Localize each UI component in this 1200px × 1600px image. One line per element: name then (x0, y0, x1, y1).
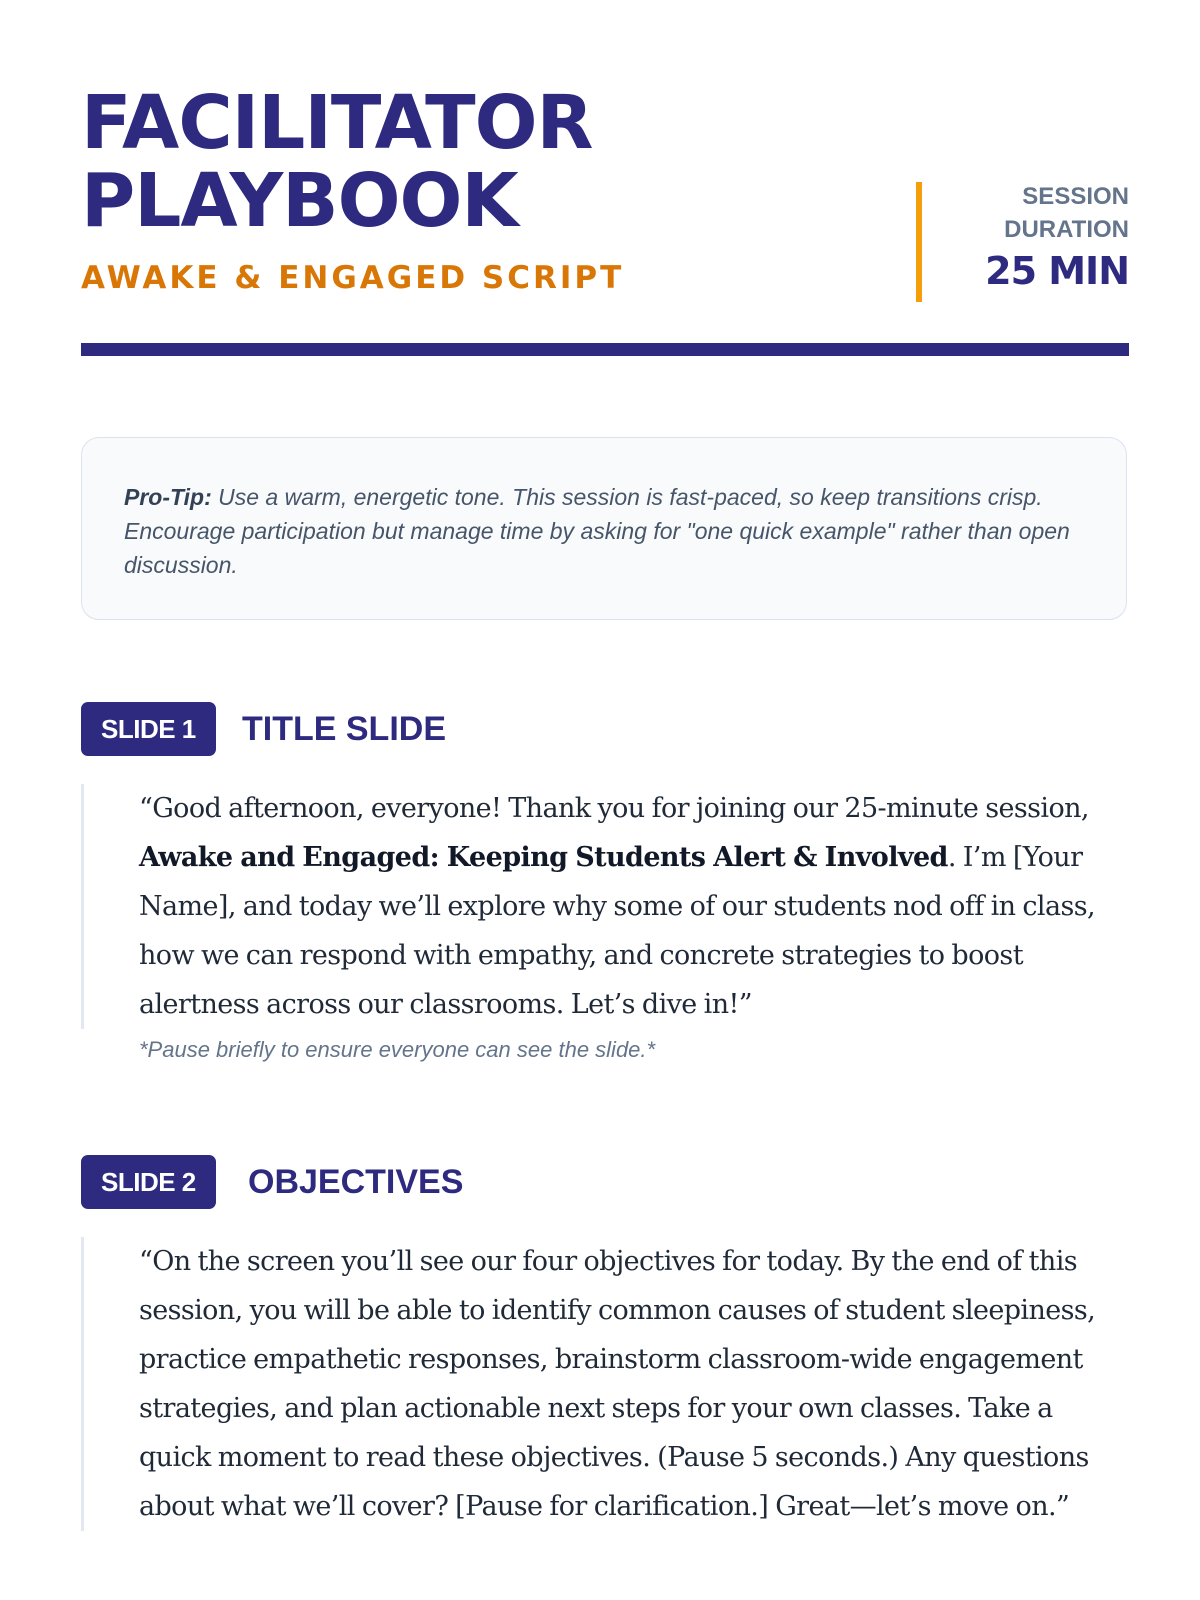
slide-badge: SLIDE 1 (81, 702, 216, 756)
slide-section-2 (81, 1155, 1129, 1531)
script-block-2 (81, 1237, 1129, 1531)
page-title (81, 80, 593, 244)
script-text-start: “Good afternoon, everyone! Thank you for joining our 25-minute session, (139, 793, 1089, 824)
session-duration (949, 180, 1129, 296)
duration-label-line-2: DURATION (1004, 216, 1129, 243)
script-block-1 (81, 784, 1129, 1029)
pro-tip-callout (81, 437, 1127, 620)
duration-label-line-1: SESSION (1022, 183, 1129, 210)
slide-header-2 (81, 1155, 1129, 1209)
slide-title: TITLE SLIDE (242, 710, 446, 748)
stage-direction-note: *Pause briefly to ensure everyone can see the slide.* (139, 1037, 656, 1062)
pro-tip-text (124, 480, 1086, 582)
playbook-page (81, 0, 1129, 1600)
page-title-line-1: FACILITATOR (81, 80, 593, 166)
pro-tip-label: Pro-Tip: (124, 484, 212, 510)
slide-script: “On the screen you’ll see our four objectives for today. By the end of this session, you will be able to identify common causes of student sleepiness, practice empathetic responses, brainstorm classroom-wide engagement strategies, and plan actionable next steps for your own classes. Take a quick moment to read these objectives. (Pause 5 seconds.) Any questions about what we’ll cover? [Pause for clarification.] Great—let’s move on.” (139, 1246, 1096, 1522)
header-divider (81, 343, 1129, 356)
duration-divider (916, 182, 922, 302)
session-title-emphasis: Awake and Engaged: Keeping Students Alert & Involved (139, 842, 948, 873)
script-text-end: . I’m [Your Name], and today we’ll explore why some of our students nod off in class, how we can respond with empathy, and concrete strategies to boost alertness across our classrooms. Let’s dive in!” (139, 842, 1095, 1020)
slide-badge: SLIDE 2 (81, 1155, 216, 1209)
page-title-line-2: PLAYBOOK (81, 158, 518, 244)
slide-header-1 (81, 702, 1129, 756)
page-subtitle: AWAKE & ENGAGED SCRIPT (81, 260, 625, 296)
pro-tip-body: Use a warm, energetic tone. This session is fast-paced, so keep transitions crisp. Encourage participation but manage time by asking for "one quick example" rather than open discussion. (124, 484, 1070, 578)
slide-section-1 (81, 702, 1129, 1065)
slide-script (139, 784, 1129, 1029)
playbook-header (81, 80, 1129, 310)
duration-value: 25 MIN (985, 249, 1129, 293)
slide-title: OBJECTIVES (248, 1163, 464, 1201)
